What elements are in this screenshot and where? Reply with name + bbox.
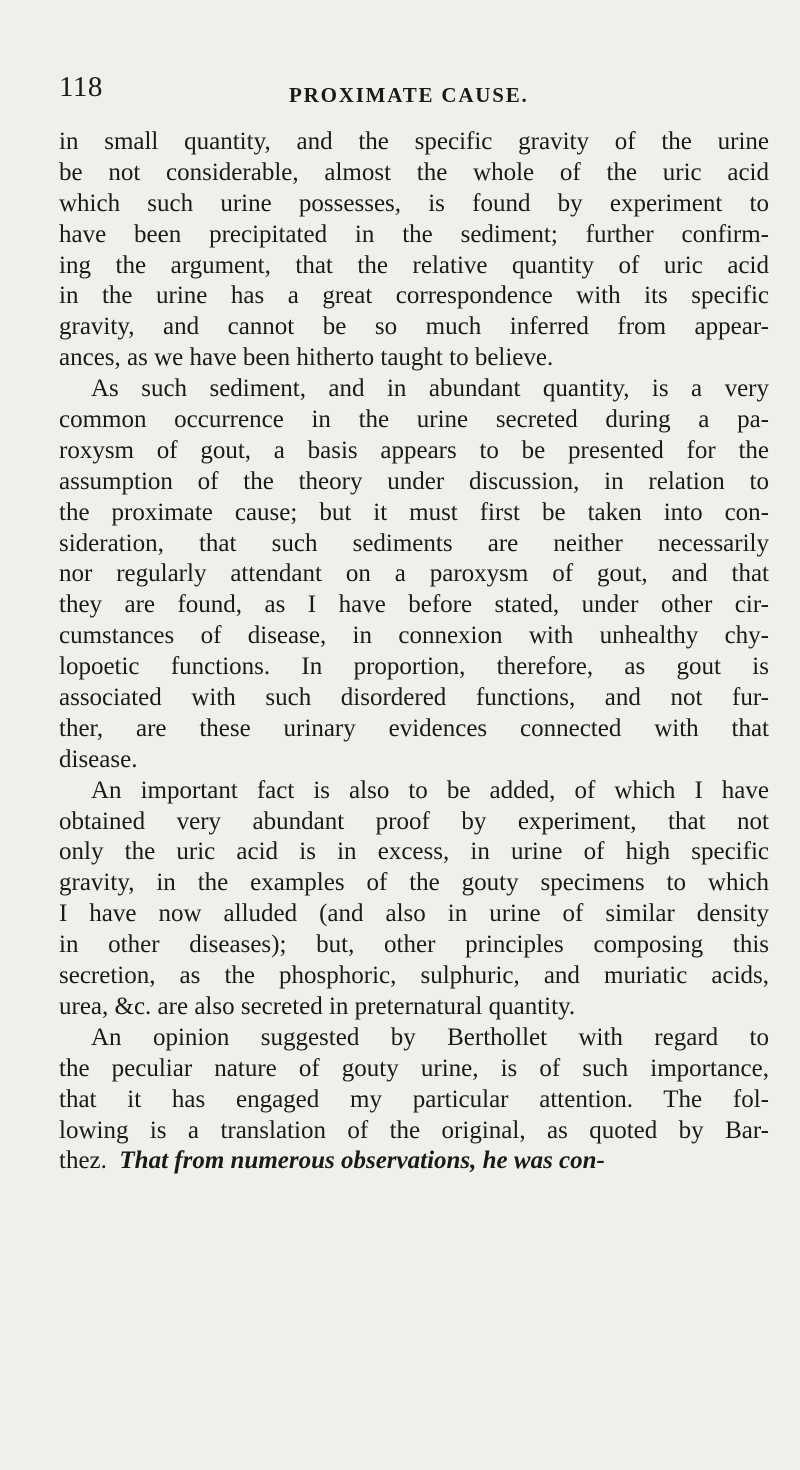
text-line: As such sediment, and in abundant quantity, is a very: [91, 375, 769, 403]
text-line: in small quantity, and the specific gravity of the urine: [59, 128, 769, 155]
text-fragment: thez.: [59, 1147, 107, 1175]
text-line: ances, as we have been hitherto taught to believe.: [59, 344, 554, 372]
text-line: secretion, as the phosphoric, sulphuric, and muriatic acids,: [59, 962, 769, 990]
text-line: lowing is a translation of the original, as quoted by Bar-: [59, 1116, 769, 1144]
text-line: common occurrence in the urine secreted during a pa-: [59, 406, 769, 434]
body-text: [59, 127, 769, 1177]
running-head: PROXIMATE CAUSE.: [289, 83, 529, 107]
text-line: in other diseases); but, other principles composing this: [59, 931, 769, 959]
text-line: that it has engaged my particular attention. The fol-: [59, 1085, 769, 1113]
text-line: ther, are these urinary evidences connected with that: [59, 714, 769, 742]
page-header: [59, 70, 749, 110]
text-line: only the uric acid is in excess, in urine of high specific: [59, 838, 769, 866]
text-line: assumption of the theory under discussion, in relation to: [59, 467, 769, 495]
text-line: nor regularly attendant on a paroxysm of gout, and that: [59, 560, 769, 588]
last-text-line: [59, 1146, 769, 1177]
text-line: obtained very abundant proof by experiment, that not: [59, 807, 769, 835]
text-line: in the urine has a great correspondence with its specific: [59, 282, 769, 310]
text-line: ing the argument, that the relative quantity of uric acid: [59, 251, 769, 279]
text-line: disease.: [59, 745, 138, 773]
text-line: they are found, as I have before stated, under other cir-: [59, 591, 769, 619]
text-line: gravity, in the examples of the gouty specimens to which: [59, 869, 769, 897]
page-number: 118: [59, 71, 103, 103]
text-line: cumstances of disease, in connexion with unhealthy chy-: [59, 622, 769, 650]
text-line: associated with such disordered functions, and not fur-: [59, 684, 769, 712]
text-line: urea, &c. are also secreted in preternatural quantity.: [59, 992, 576, 1020]
italic-text: That from numerous observations, he was con-: [119, 1147, 605, 1175]
text-line: which such urine possesses, is found by experiment to: [59, 189, 769, 217]
text-line: roxysm of gout, a basis appears to be presented for the: [59, 436, 769, 464]
text-line: the proximate cause; but it must first be taken into con-: [59, 498, 769, 526]
text-line: gravity, and cannot be so much inferred from appear-: [59, 313, 769, 341]
text-line: have been precipitated in the sediment; further confirm-: [59, 220, 769, 248]
text-line: I have now alluded (and also in urine of similar density: [59, 900, 769, 928]
text-line: An opinion suggested by Berthollet with regard to: [91, 1023, 769, 1051]
text-line: sideration, that such sediments are neither necessarily: [59, 529, 769, 557]
text-line: An important fact is also to be added, of which I have: [91, 776, 769, 804]
text-line: be not considerable, almost the whole of the uric acid: [59, 158, 769, 186]
text-line: the peculiar nature of gouty urine, is of such importance,: [59, 1054, 769, 1082]
text-line: lopoetic functions. In proportion, therefore, as gout is: [59, 653, 769, 681]
